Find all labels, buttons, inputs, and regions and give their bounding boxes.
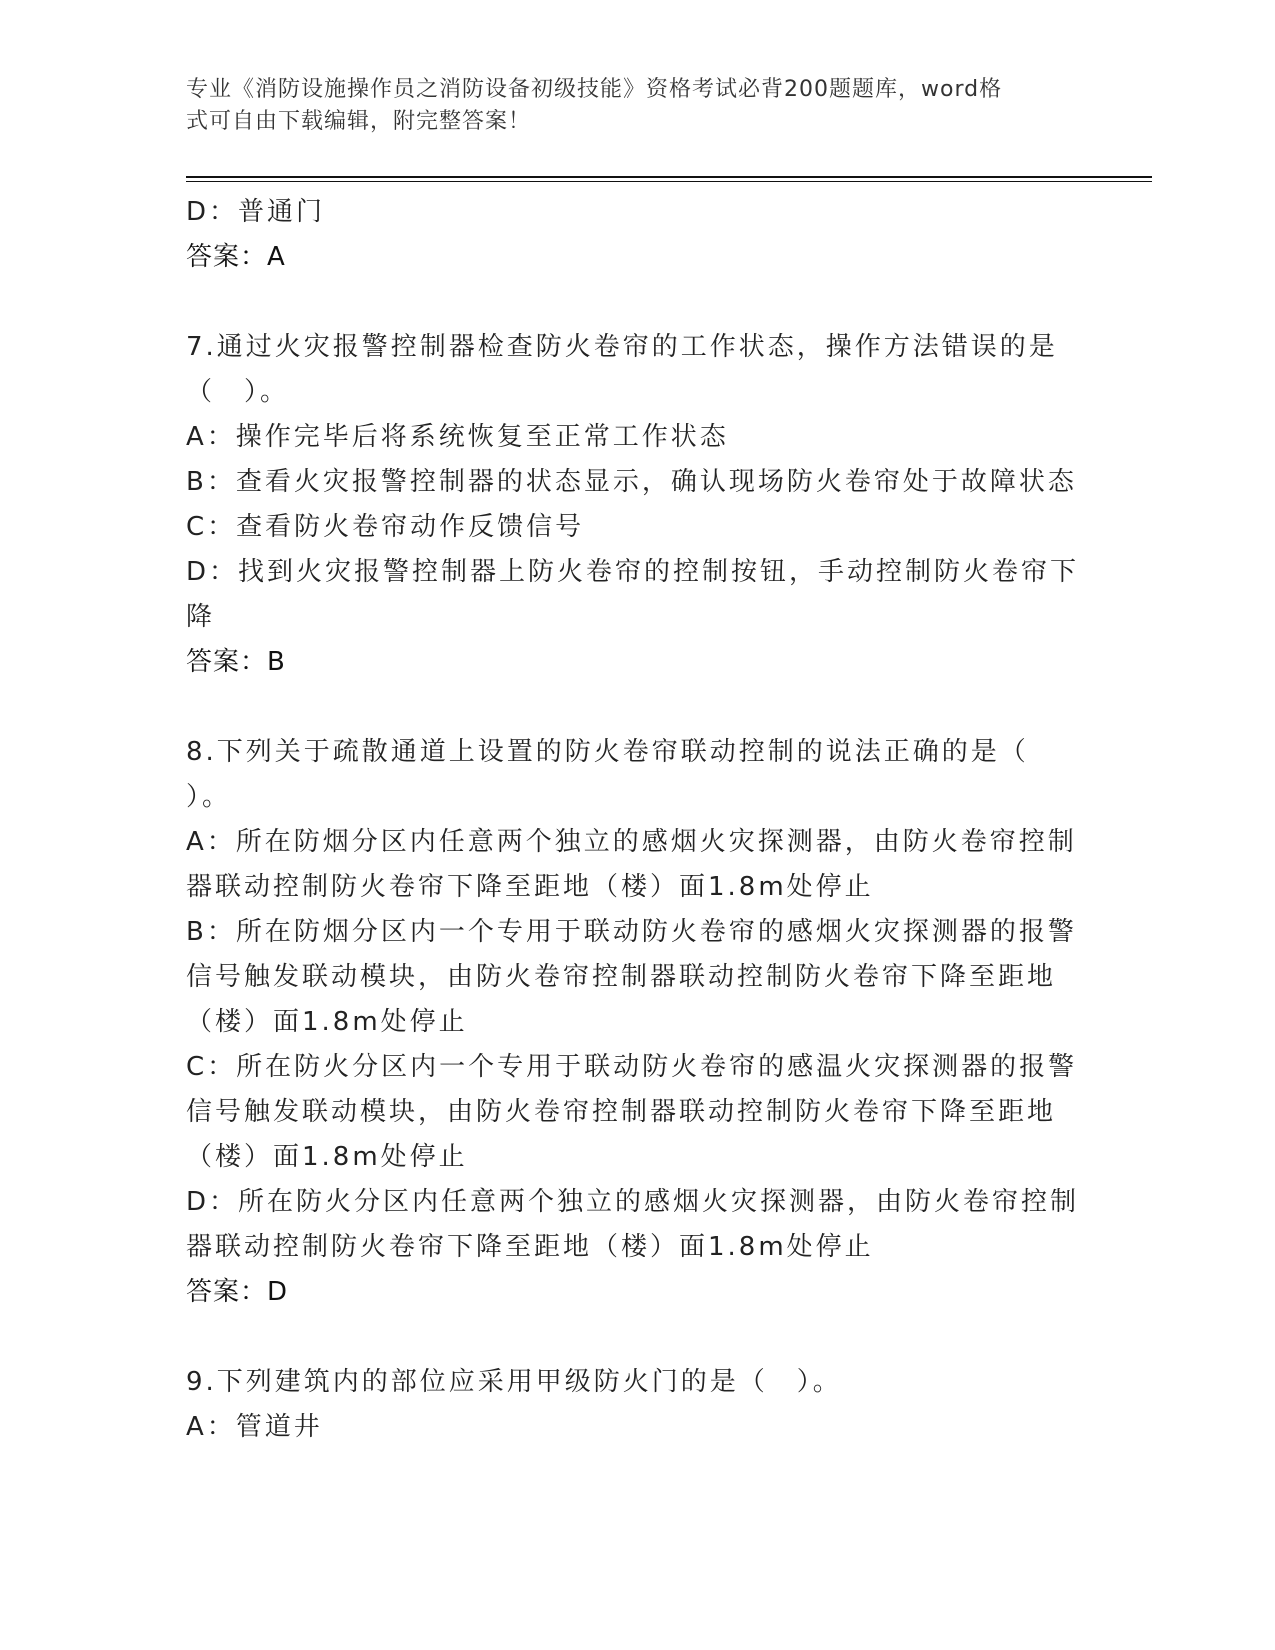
q8-answer: 答案：D: [186, 1277, 289, 1307]
q9-option-a: A：管道井: [186, 1412, 323, 1442]
q7-option-d-line-2: 降: [186, 602, 216, 632]
q7-answer: 答案：B: [186, 647, 286, 677]
q6-option-d: D：普通门: [186, 197, 326, 227]
q7-stem-line-2: （ ）。: [186, 377, 290, 407]
page-header: [186, 74, 1066, 138]
q8-option-b-line-1: B：所在防烟分区内一个专用于联动防火卷帘的感烟火灾探测器的报警: [186, 917, 1077, 947]
q7-option-b: B：查看火灾报警控制器的状态显示，确认现场防火卷帘处于故障状态: [186, 467, 1077, 497]
q8-stem-line-1: 8.下列关于疏散通道上设置的防火卷帘联动控制的说法正确的是（: [186, 737, 1029, 767]
q7-option-c: C：查看防火卷帘动作反馈信号: [186, 512, 585, 542]
q8-option-c-line-1: C：所在防火分区内一个专用于联动防火卷帘的感温火灾探测器的报警: [186, 1052, 1078, 1082]
header-divider-thin: [186, 181, 1152, 182]
q8-option-d-line-1: D：所在防火分区内任意两个独立的感烟火灾探测器，由防火卷帘控制: [186, 1187, 1080, 1217]
q7-stem-line-1: 7.通过火灾报警控制器检查防火卷帘的工作状态，操作方法错误的是: [186, 332, 1058, 362]
q8-option-c-line-2: 信号触发联动模块，由防火卷帘控制器联动控制防火卷帘下降至距地: [186, 1097, 1057, 1127]
q8-option-b-line-3: （楼）面1.8m处停止: [186, 1007, 468, 1037]
spacer: [186, 685, 1086, 730]
spacer: [186, 1315, 1086, 1360]
q7-option-d-line-1: D：找到火灾报警控制器上防火卷帘的控制按钮，手动控制防火卷帘下: [186, 557, 1080, 587]
question-content: [186, 190, 1086, 1450]
q9-stem: 9.下列建筑内的部位应采用甲级防火门的是（ ）。: [186, 1367, 842, 1397]
header-line-2: 式可自由下载编辑，附完整答案！: [186, 109, 532, 134]
header-line-1: 专业《消防设施操作员之消防设备初级技能》资格考试必背200题题库，word格: [186, 77, 1003, 102]
q8-option-d-line-2: 器联动控制防火卷帘下降至距地（楼）面1.8m处停止: [186, 1232, 874, 1262]
q8-option-a-line-2: 器联动控制防火卷帘下降至距地（楼）面1.8m处停止: [186, 872, 874, 902]
header-divider-thick: [186, 176, 1152, 178]
q8-option-b-line-2: 信号触发联动模块，由防火卷帘控制器联动控制防火卷帘下降至距地: [186, 962, 1057, 992]
q8-stem-line-2: ）。: [186, 782, 232, 812]
q6-answer: 答案：A: [186, 242, 286, 272]
q7-option-a: A：操作完毕后将系统恢复至正常工作状态: [186, 422, 729, 452]
spacer: [186, 280, 1086, 325]
q8-option-a-line-1: A：所在防烟分区内任意两个独立的感烟火灾探测器，由防火卷帘控制: [186, 827, 1077, 857]
q8-option-c-line-3: （楼）面1.8m处停止: [186, 1142, 468, 1172]
